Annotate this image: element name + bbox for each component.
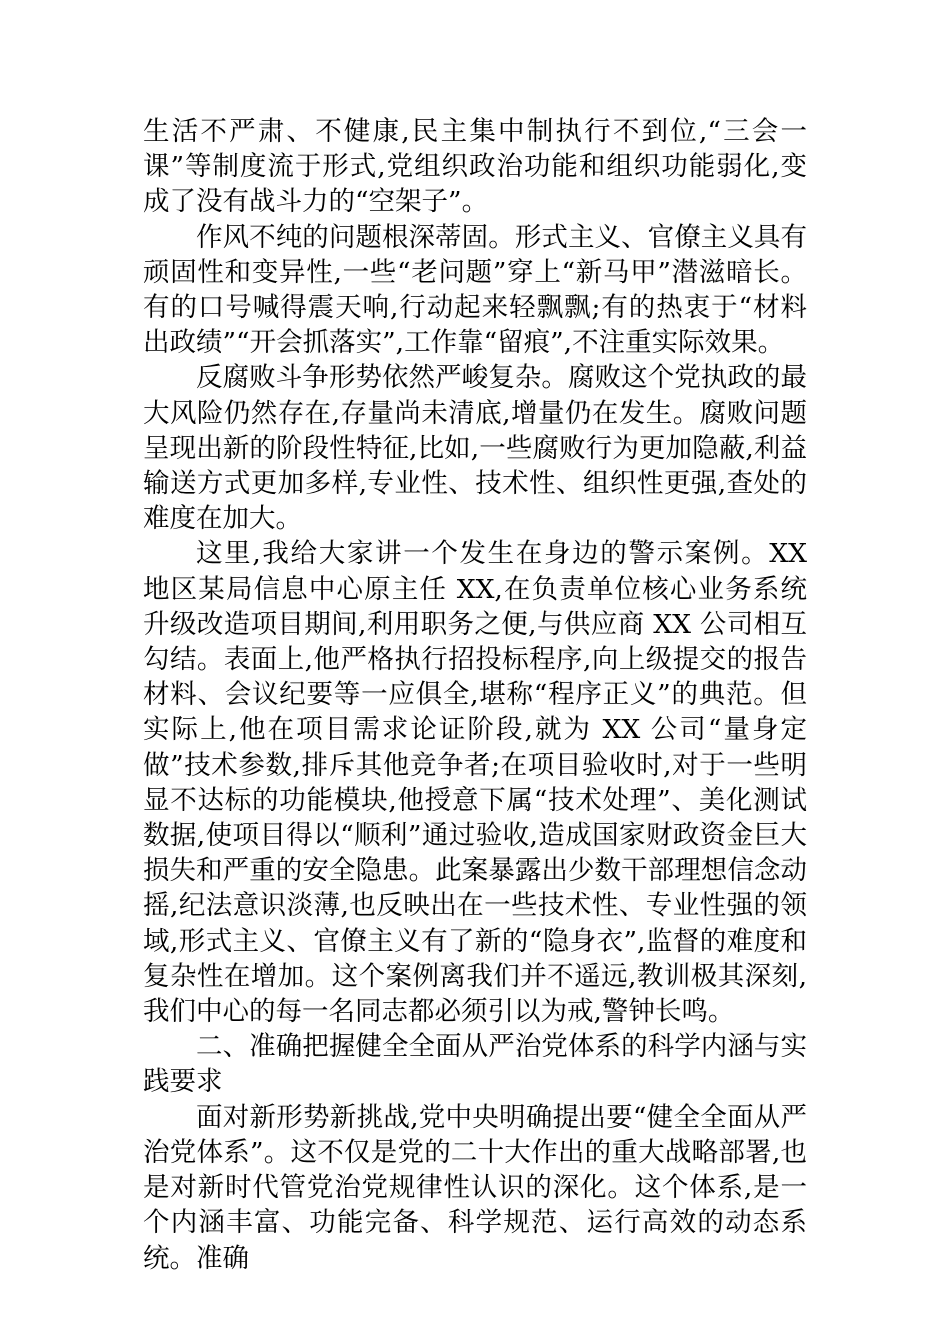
section-heading: 二、准确把握健全全面从严治党体系的科学内涵与实践要求 xyxy=(143,1031,807,1098)
paragraph-3: 反腐败斗争形势依然严峻复杂。腐败这个党执政的最大风险仍然存在,存量尚未清底,增量仍在发生。腐败问题呈现出新的阶段性特征,比如,一些腐败行为更加隐蔽,利益输送方式更加多样,专业性、技术性、组织性更强,查处的难度在加大。 xyxy=(143,362,807,535)
paragraph-4: 这里,我给大家讲一个发生在身边的警示案例。XX 地区某局信息中心原主任 XX,在负责单位核心业务系统升级改造项目期间,利用职务之便,与供应商 XX 公司相互勾结。表面上,他严格执行招投标程序,向上级提交的报告材料、会议纪要等一应俱全,堪称“程序正义”的典范。但实际上,他在项目需求论证阶段,就为 XX 公司“量身定做”技术参数,排斥其他竞争者;在项目验收时,对于一些明显不达标的功能模块,他授意下属“技术处理”、美化测试数据,使项目得以“顺利”通过验收,造成国家财政资金巨大损失和严重的安全隐患。此案暴露出少数干部理想信念动摇,纪法意识淡薄,也反映出在一些技术性、专业性强的领域,形式主义、官僚主义有了新的“隐身衣”,监督的难度和复杂性在增加。这个案例离我们并不遥远,教训极其深刻,我们中心的每一名同志都必须引以为戒,警钟长鸣。 xyxy=(143,538,807,1028)
paragraph-1: 生活不严肃、不健康,民主集中制执行不到位,“三会一课”等制度流于形式,党组织政治功能和组织功能弱化,变成了没有战斗力的“空架子”。 xyxy=(143,116,807,218)
document-page xyxy=(143,114,807,1276)
paragraph-5: 面对新形势新挑战,党中央明确提出要“健全全面从严治党体系”。这不仅是党的二十大作出的重大战略部署,也是对新时代管党治党规律性认识的深化。这个体系,是一个内涵丰富、功能完备、科学规范、运行高效的动态系统。准确 xyxy=(143,1101,807,1274)
paragraph-2: 作风不纯的问题根深蒂固。形式主义、官僚主义具有顽固性和变异性,一些“老问题”穿上“新马甲”潜滋暗长。有的口号喊得震天响,行动起来轻飘飘;有的热衷于“材料出政绩”“开会抓落实”,工作靠“留痕”,不注重实际效果。 xyxy=(143,221,807,359)
